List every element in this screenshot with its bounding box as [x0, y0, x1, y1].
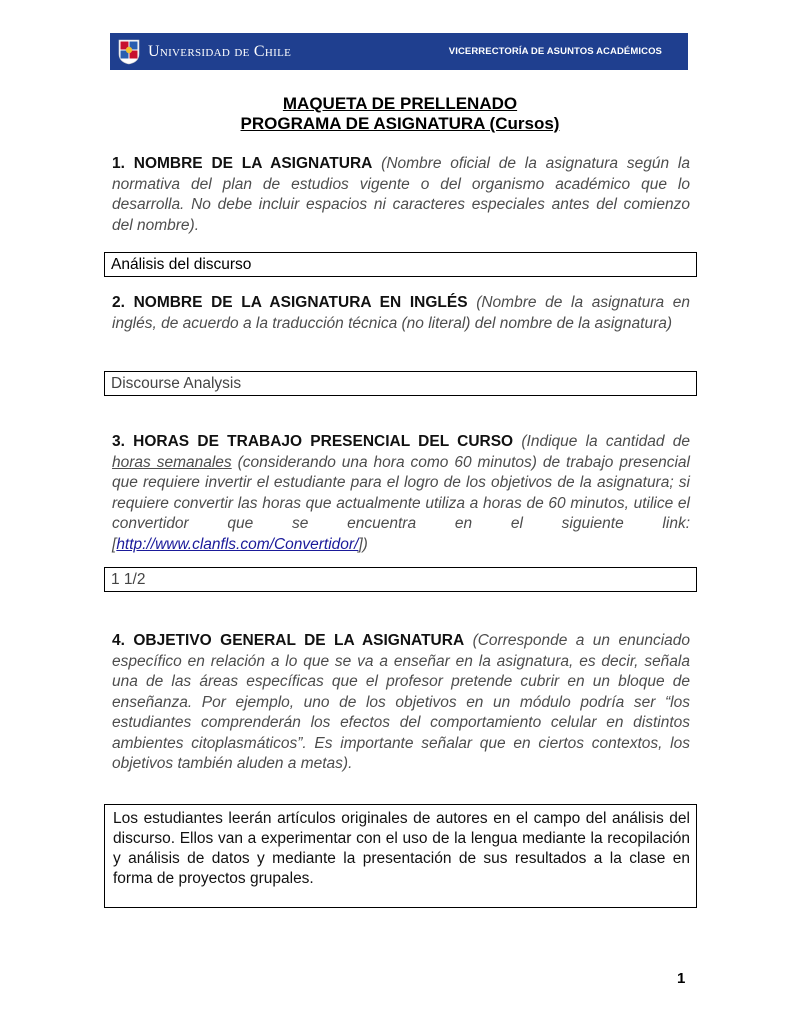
section-4-description: (Corresponde a un enunciado específico en relación a lo que se va a enseñar en la asignatura, es decir, señala una de las áreas específicas que el profesor pretende cubrir en un bloque de enseñanza. Por ejemplo, uno de los objetivos en un módulo podría ser “los estudiantes comprenderán los efectos del comportamiento celular en distintos ambientes citoplasmáticos”. Es importante señalar que en ciertos contextos, los objetivos también aluden a metas). [112, 632, 690, 772]
section-3-desc-underline: horas semanales [112, 453, 232, 471]
university-crest-icon [118, 39, 140, 65]
weekly-hours-value: 1 1/2 [111, 571, 146, 588]
section-3-heading: 3. HORAS DE TRABAJO PRESENCIAL DEL CURSO [112, 433, 514, 450]
section-3-instructions [112, 432, 690, 555]
section-3-desc-a: (Indique la cantidad de [521, 433, 690, 450]
section-4-instructions [112, 631, 690, 775]
page-number: 1 [677, 970, 686, 987]
section-1-description: (Nombre oficial de la asignatura según la normativa del plan de estudios vigente o del organismo académico que lo desarrolla. No debe incluir espacios ni caracteres especiales antes del comienzo del nombre). [112, 155, 690, 234]
section-1-instructions [112, 154, 690, 236]
section-3-description [112, 433, 690, 553]
department-name: VICERRECTORÍA DE ASUNTOS ACADÉMICOS [448, 46, 662, 57]
document-title [0, 94, 800, 134]
title-line-1: MAQUETA DE PRELLENADO [282, 94, 518, 113]
converter-link[interactable]: http://www.clanfls.com/Convertidor/ [116, 535, 359, 553]
section-2-heading: 2. NOMBRE DE LA ASIGNATURA EN INGLÉS [112, 294, 468, 311]
title-line-2: PROGRAMA DE ASIGNATURA (Cursos) [240, 114, 560, 133]
general-objective-value: Los estudiantes leerán artículos originales de autores en el campo del análisis del discurso. Ellos van a experimentar con el uso de la lengua mediante la recopilación y análisis de datos y mediante la presentación de sus resultados a la clase en forma de proyectos grupales. [113, 810, 690, 887]
section-1-heading: 1. NOMBRE DE LA ASIGNATURA [112, 155, 373, 172]
university-name: Universidad de Chile [148, 42, 292, 60]
section-4-heading: 4. OBJETIVO GENERAL DE LA ASIGNATURA [112, 632, 465, 649]
header-banner [110, 33, 688, 70]
section-2-description: (Nombre de la asignatura en inglés, de acuerdo a la traducción técnica (no literal) del nombre de la asignatura) [112, 294, 690, 332]
weekly-hours-field[interactable] [104, 567, 697, 592]
course-name-english-field[interactable] [104, 371, 697, 396]
university-brand [118, 39, 291, 65]
section-2-instructions [112, 293, 690, 334]
section-3-desc-b: (considerando una hora como 60 minutos) de trabajo presencial que requiere invertir el estudiante para el logro de los objetivos de la asignatura; si requiere convertir las horas que actualmente utiliza a horas de 60 minutos, utilice el convertidor que se encuentra en el siguiente link: [ [112, 453, 690, 553]
section-3-desc-c: ]) [358, 535, 368, 553]
course-name-value: Análisis del discurso [111, 256, 252, 273]
general-objective-field[interactable] [104, 804, 697, 908]
course-name-english-value: Discourse Analysis [111, 375, 242, 392]
course-name-field[interactable] [104, 252, 697, 277]
